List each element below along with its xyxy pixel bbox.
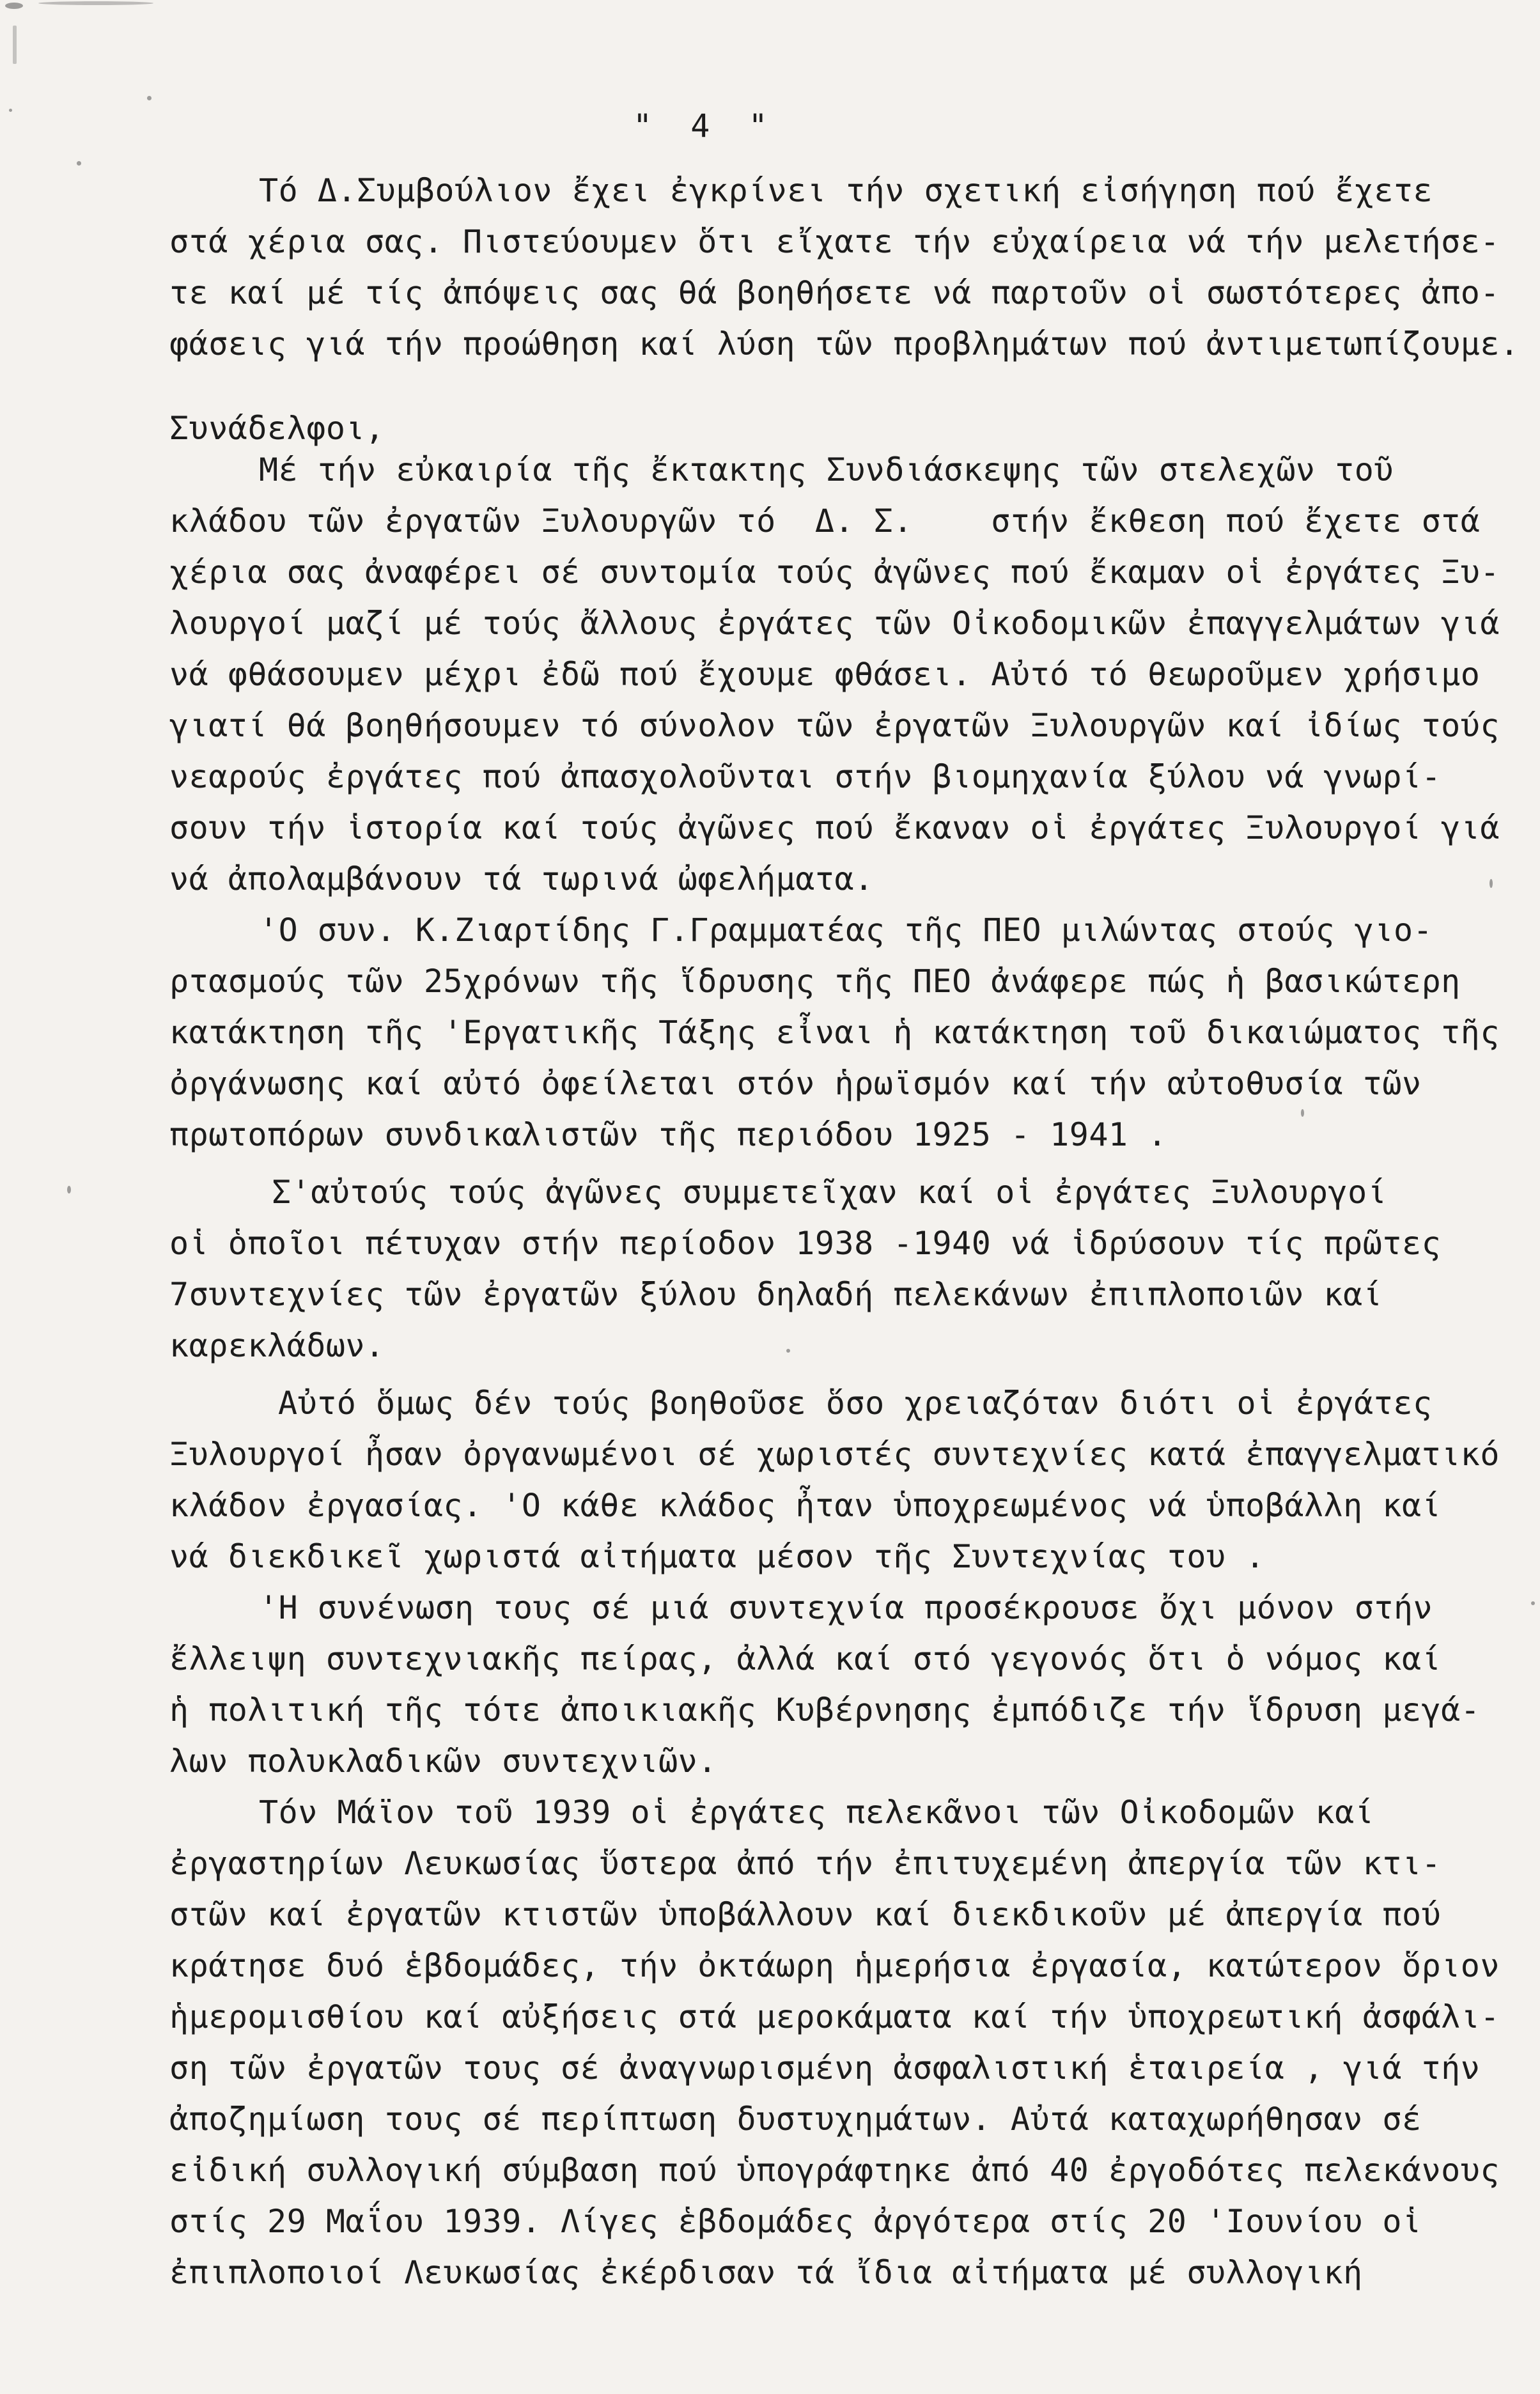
text-line: Τό Δ.Συμβούλιον ἔχει ἐγκρίνει τήν σχετική εἰσήγηση πού ἔχετε [259, 172, 1433, 209]
text-line: ὀργάνωσης καί αὐτό ὀφείλεται στόν ἡρωϊσμόν καί τήν αὐτοθυσία τῶν [169, 1065, 1422, 1102]
text-line: Μέ τήν εὐκαιρία τῆς ἔκτακτης Συνδιάσκεψης τῶν στελεχῶν τοῦ [259, 451, 1394, 488]
text-line: καρεκλάδων. [169, 1327, 385, 1364]
text-line: νεαρούς ἐργάτες πού ἀπασχολοῦνται στήν βιομηχανία ξύλου νά γνωρί- [169, 758, 1442, 795]
scan-speck [38, 1, 153, 5]
text-line: ρτασμούς τῶν 25χρόνων τῆς ἵδρυσης τῆς ΠΕΟ ἀνάφερε πώς ἡ βασικώτερη [169, 963, 1461, 1000]
text-line: κλάδου τῶν ἐργατῶν Ξυλουργῶν τό Δ. Σ. στήν ἔκθεση πού ἔχετε στά [169, 502, 1481, 540]
text-line: χέρια σας ἀναφέρει σέ συντομία τούς ἀγῶνες πού ἔκαμαν οἱ ἐργάτες Ξυ- [169, 554, 1500, 591]
scan-speck [1531, 1601, 1535, 1605]
text-line: ἡμερομισθίου καί αὐξήσεις στά μεροκάματα καί τήν ὑποχρεωτική ἀσφάλι- [169, 1998, 1500, 2035]
text-line: στῶν καί ἐργατῶν κτιστῶν ὑποβάλλουν καί διεκδικοῦν μέ ἀπεργία πού [169, 1896, 1442, 1933]
scan-speck [67, 1186, 71, 1193]
text-line: ἀποζημίωση τους σέ περίπτωση δυστυχημάτων. Αὐτά καταχωρήθησαν σέ [169, 2101, 1422, 2138]
text-line: Τόν Μάϊον τοῦ 1939 οἱ ἐργάτες πελεκᾶνοι τῶν Οἰκοδομῶν καί [259, 1794, 1374, 1831]
scan-speck [1301, 1109, 1304, 1117]
page-number: " 4 " [633, 107, 768, 144]
text-line: Ξυλουργοί ἦσαν ὀργανωμένοι σέ χωριστές συντεχνίες κατά ἐπαγγελματικό [169, 1436, 1500, 1473]
text-line: ἔλλειψη συντεχνιακῆς πείρας, ἀλλά καί στό γεγονός ὅτι ὁ νόμος καί [169, 1640, 1442, 1677]
text-line: νά φθάσουμεν μέχρι ἐδῶ πού ἔχουμε φθάσει. Αὐτό τό θεωροῦμεν χρήσιμο [169, 656, 1481, 693]
text-line: οἱ ὁποῖοι πέτυχαν στήν περίοδον 1938 -1940 νά ἱδρύσουν τίς πρῶτες [169, 1225, 1442, 1262]
text-line: τε καί μέ τίς ἀπόψεις σας θά βοηθήσετε νά παρτοῦν οἱ σωστότερες ἀπο- [169, 274, 1500, 311]
scan-speck [13, 26, 17, 64]
text-line: Σ'αὐτούς τούς ἀγῶνες συμμετεῖχαν καί οἱ ἐργάτες Ξυλουργοί [272, 1174, 1387, 1211]
text-line: κράτησε δυό ἑβδομάδες, τήν ὀκτάωρη ἡμερήσια ἐργασία, κατώτερον ὅριον [169, 1947, 1500, 1984]
text-line: ση τῶν ἐργατῶν τους σέ ἀναγνωρισμένη ἀσφαλιστική ἑταιρεία , γιά τήν [169, 2049, 1481, 2087]
text-line: 7συντεχνίες τῶν ἐργατῶν ξύλου δηλαδή πελεκάνων ἐπιπλοποιῶν καί [169, 1276, 1383, 1313]
text-line: Αὐτό ὅμως δέν τούς βοηθοῦσε ὅσο χρειαζόταν διότι οἱ ἐργάτες [278, 1385, 1433, 1422]
scan-speck [5, 3, 23, 9]
scan-speck [9, 109, 12, 112]
text-line: φάσεις γιά τήν προώθηση καί λύση τῶν προβλημάτων πού ἀντιμετωπίζουμε. [169, 325, 1520, 362]
scan-speck [77, 161, 81, 166]
salutation: Συνάδελφοι, [169, 410, 385, 447]
text-line: κατάκτηση τῆς 'Εργατικῆς Τάξης εἶναι ἡ κατάκτηση τοῦ δικαιώματος τῆς [169, 1014, 1500, 1051]
text-line: στίς 29 Μαΐου 1939. Λίγες ἑβδομάδες ἀργότερα στίς 20 'Ιουνίου οἱ [169, 2203, 1422, 2240]
text-line: ἐπιπλοποιοί Λευκωσίας ἐκέρδισαν τά ἴδια αἰτήματα μέ συλλογική [169, 2254, 1363, 2291]
text-line: 'Ο συν. Κ.Ζιαρτίδης Γ.Γραμματέας τῆς ΠΕΟ μιλώντας στούς γιο- [259, 912, 1433, 949]
text-line: ἡ πολιτική τῆς τότε ἀποικιακῆς Κυβέρνησης ἐμπόδιζε τήν ἵδρυση μεγά- [169, 1691, 1481, 1729]
text-line: 'Η συνένωση τους σέ μιά συντεχνία προσέκρουσε ὄχι μόνον στήν [259, 1589, 1433, 1626]
text-line: λουργοί μαζί μέ τούς ἄλλους ἐργάτες τῶν Οἰκοδομικῶν ἐπαγγελμάτων γιά [169, 605, 1500, 642]
scan-speck [786, 1349, 790, 1353]
text-line: γιατί θά βοηθήσουμεν τό σύνολον τῶν ἐργατῶν Ξυλουργῶν καί ἰδίως τούς [169, 707, 1500, 744]
text-line: εἰδική συλλογική σύμβαση πού ὑπογράφτηκε ἀπό 40 ἐργοδότες πελεκάνους [169, 2152, 1500, 2189]
text-line: πρωτοπόρων συνδικαλιστῶν τῆς περιόδου 1925 - 1941 . [169, 1116, 1167, 1153]
text-line: λων πολυκλαδικῶν συντεχνιῶν. [169, 1743, 717, 1780]
text-line: κλάδον ἐργασίας. 'Ο κάθε κλάδος ἦταν ὑποχρεωμένος νά ὑποβάλλη καί [169, 1487, 1442, 1524]
text-line: σουν τήν ἱστορία καί τούς ἀγῶνες πού ἔκαναν οἱ ἐργάτες Ξυλουργοί γιά [169, 809, 1500, 846]
scan-speck [1489, 879, 1493, 888]
text-line: νά ἀπολαμβάνουν τά τωρινά ὠφελήματα. [169, 860, 874, 898]
text-line: στά χέρια σας. Πιστεύουμεν ὅτι εἴχατε τήν εὐχαίρεια νά τήν μελετήσε- [169, 223, 1500, 260]
scan-speck [147, 96, 152, 100]
text-line: ἐργαστηρίων Λευκωσίας ὕστερα ἀπό τήν ἐπιτυχεμένη ἀπεργία τῶν κτι- [169, 1845, 1442, 1882]
text-line: νά διεκδικεῖ χωριστά αἰτήματα μέσον τῆς Συντεχνίας του . [169, 1538, 1265, 1575]
